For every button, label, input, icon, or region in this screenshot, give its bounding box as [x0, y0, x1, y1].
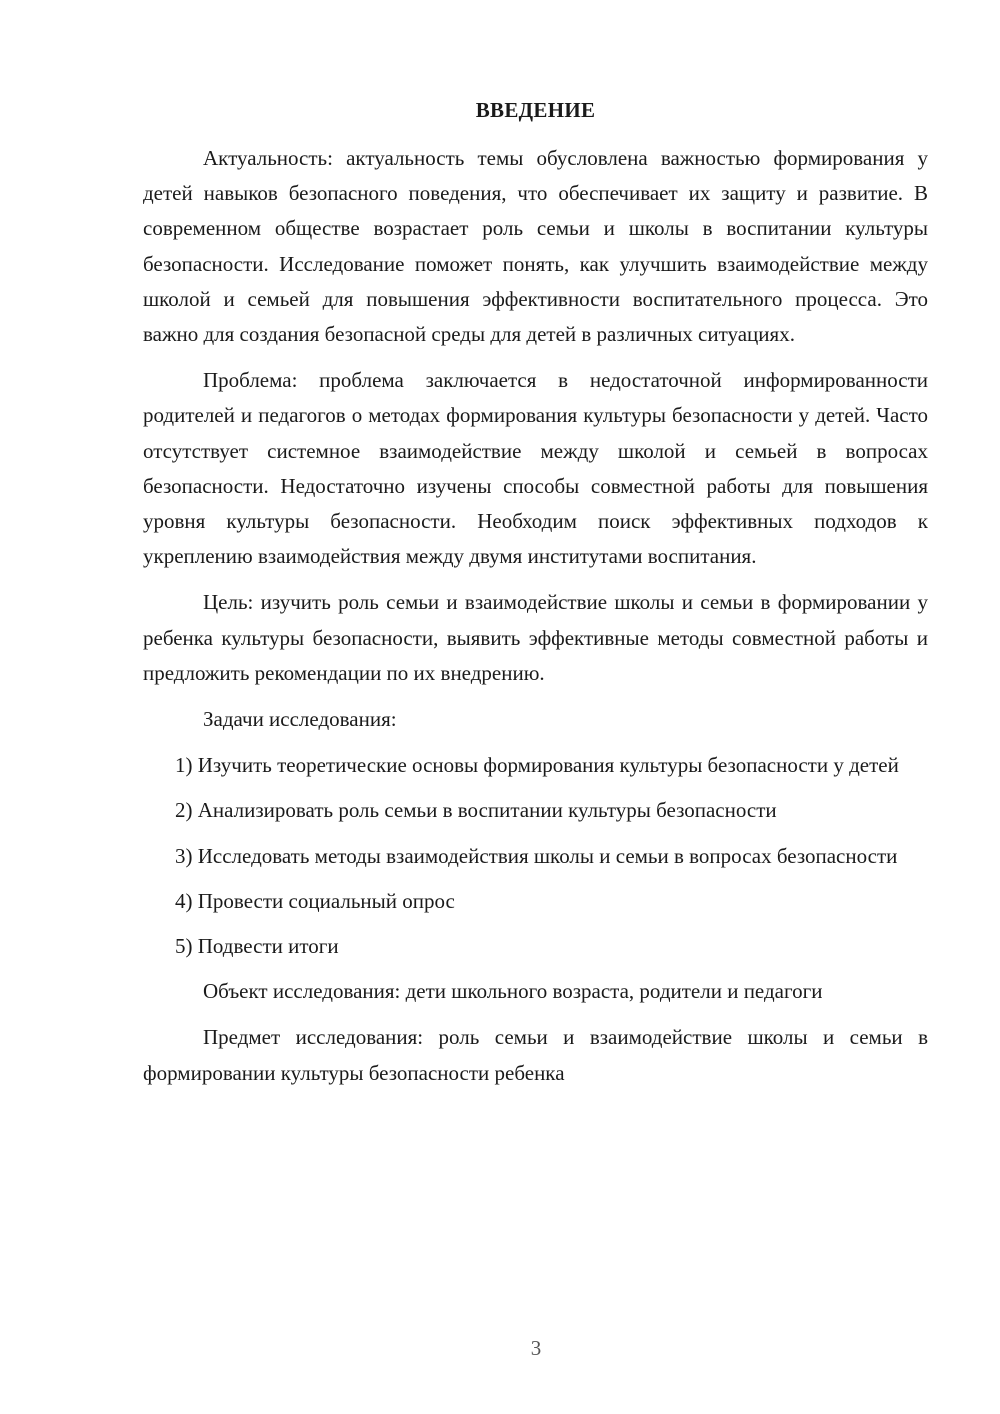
task-item-3: 3) Исследовать методы взаимодействия школы и семьи в вопросах безопасности: [175, 843, 898, 868]
task-item-2: 2) Анализировать роль семьи в воспитании культуры безопасности: [175, 798, 777, 823]
paragraph-object: Объект исследования: дети школьного возраста, родители и педагоги: [203, 979, 823, 1004]
document-title: ВВЕДЕНИЕ: [475, 98, 596, 122]
task-item-1: 1) Изучить теоретические основы формирования культуры безопасности у детей: [175, 753, 899, 778]
paragraph-subject: Предмет исследования: роль семьи и взаимодействие школы и семьи в формировании культуры безопасности ребенка: [143, 1025, 928, 1085]
task-item-4: 4) Провести социальный опрос: [175, 888, 455, 913]
document-page: [143, 96, 928, 1102]
page-number: 3: [530, 1336, 542, 1360]
task-item-5: 5) Подвести итоги: [175, 934, 339, 959]
paragraph-problem: Проблема: проблема заключается в недостаточной информированности родителей и педагогов о методах формирования культуры безопасности у детей. Часто отсутствует системное взаимодействие между школой и семьей в вопросах безопасности. Недостаточно изучены способы совместной работы для повышения уровня культуры безопасности. Необходим поиск эффективных подходов к укреплению взаимодействия между двумя институтами воспитания.: [143, 368, 928, 569]
tasks-heading: Задачи исследования:: [203, 707, 397, 732]
paragraph-goal: Цель: изучить роль семьи и взаимодействие школы и семьи в формировании у ребенка культуры безопасности, выявить эффективные методы совместной работы и предложить рекомендации по их внедрению.: [143, 590, 928, 685]
paragraph-relevance: Актуальность: актуальность темы обусловлена важностью формирования у детей навыков безопасного поведения, что обеспечивает их защиту и развитие. В современном обществе возрастает роль семьи и школы в воспитании культуры безопасности. Исследование поможет понять, как улучшить взаимодействие между школой и семьей для повышения эффективности воспитательного процесса. Это важно для создания безопасной среды для детей в различных ситуациях.: [143, 146, 928, 347]
